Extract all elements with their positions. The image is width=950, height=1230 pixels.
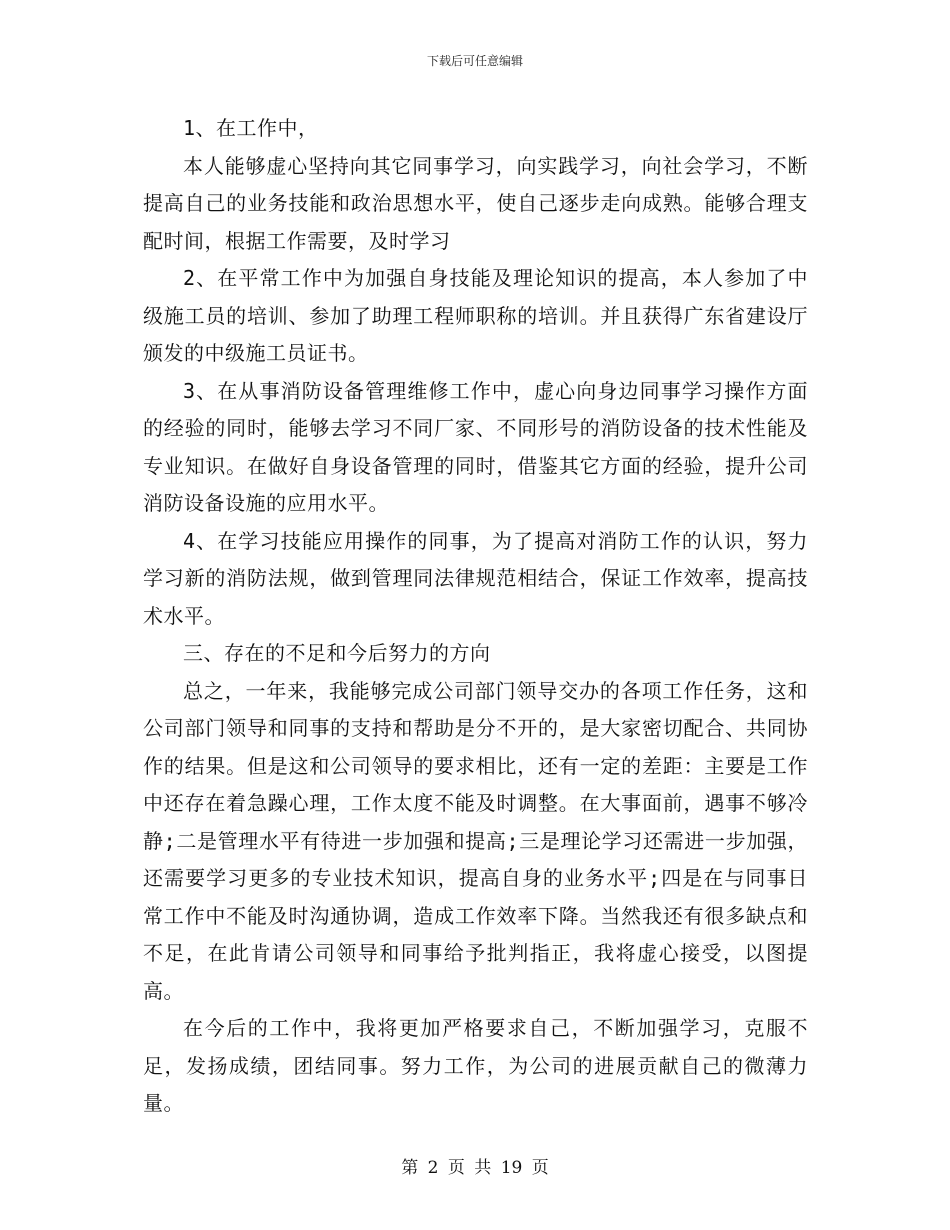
paragraph-1: 1、在工作中， <box>183 116 319 140</box>
header-note: 下载后可任意编辑 <box>426 54 523 68</box>
paragraph-3: 2、在平常工作中为加强自身技能及理论知识的提高，本人参加了中级施工员的培训、参加了助理工程师职称的培训。并且获得广东省建设厅颁发的中级施工员证书。 <box>143 266 808 365</box>
page-number: 第 2 页 共 19 页 <box>401 1158 549 1178</box>
paragraph-7: 在今后的工作中，我将更加严格要求自己，不断加强学习，克服不足，发扬成绩，团结同事。努力工作，为公司的进展贡献自己的微薄力量。 <box>143 1016 808 1115</box>
paragraph-6: 总之，一年来，我能够完成公司部门领导交办的各项工作任务，这和公司部门领导和同事的支持和帮助是分不开的，是大家密切配合、共同协作的结果。但是这和公司领导的要求相比，还有一定的差距：主要是工作中还存在着急躁心理，工作太度不能及时调整。在大事面前，遇事不够冷静;二是管理水平有待进一步加强和提高;三是理论学习还需进一步加强，还需要学习更多的专业技术知识，提高自身的业务水平;四是在与同事日常工作中不能及时沟通协调，造成工作效率下降。当然我还有很多缺点和不足，在此肯请公司领导和同事给予批判指正，我将虚心接受，以图提高。 <box>143 678 808 1003</box>
section-heading: 三、存在的不足和今后努力的方向 <box>183 641 491 665</box>
paragraph-2: 本人能够虚心坚持向其它同事学习，向实践学习，向社会学习，不断提高自己的业务技能和政治思想水平，使自己逐步走向成熟。能够合理支配时间，根据工作需要，及时学习 <box>143 153 808 253</box>
document-body <box>143 110 808 1123</box>
paragraph-4: 3、在从事消防设备管理维修工作中，虚心向身边同事学习操作方面的经验的同时，能够去学习不同厂家、不同形号的消防设备的技术性能及专业知识。在做好自身设备管理的同时，借鉴其它方面的经验，提升公司消防设备设施的应用水平。 <box>143 378 808 515</box>
paragraph-5: 4、在学习技能应用操作的同事，为了提高对消防工作的认识，努力学习新的消防法规，做到管理同法律规范相结合，保证工作效率，提高技术水平。 <box>143 528 808 628</box>
